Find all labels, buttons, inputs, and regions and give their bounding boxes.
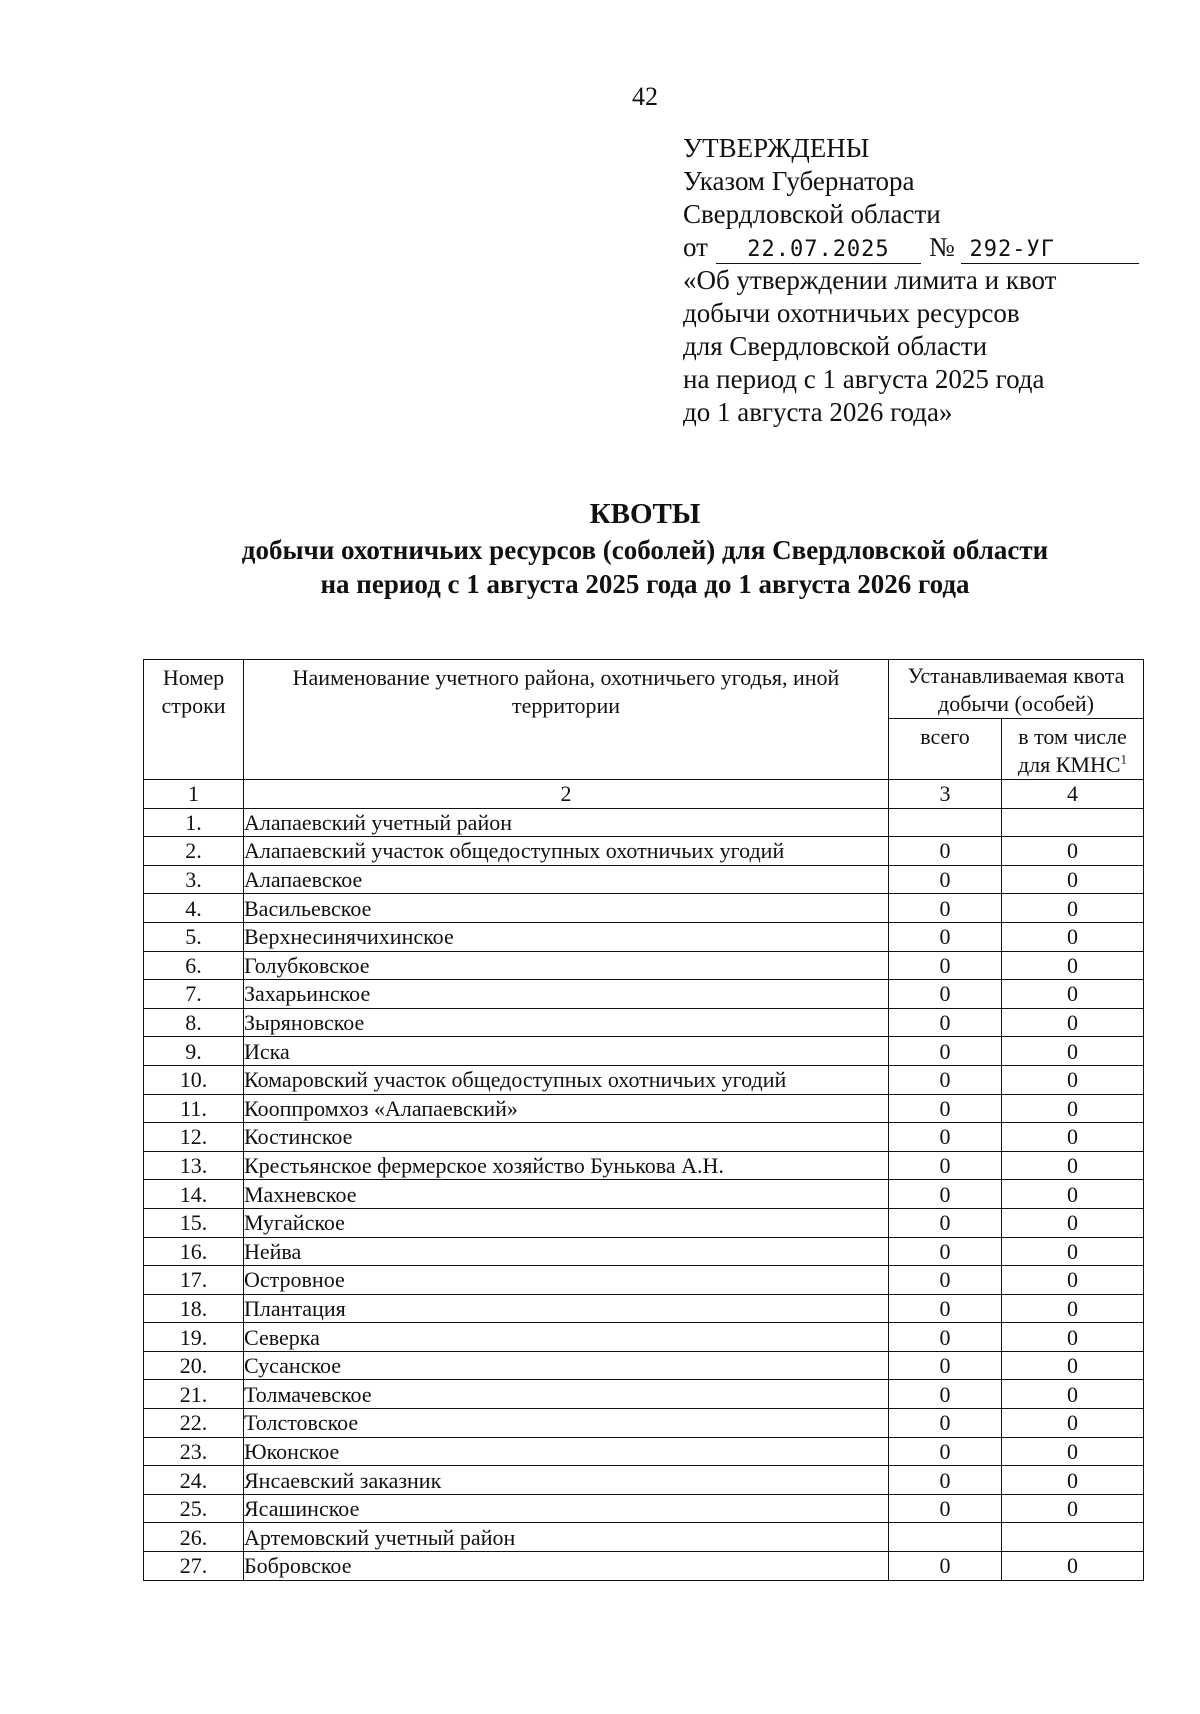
table-row bbox=[144, 1123, 1144, 1152]
row-name: Ясашинское bbox=[244, 1494, 889, 1523]
approval-date-number bbox=[683, 231, 1139, 264]
quota-table bbox=[143, 659, 1144, 1581]
row-kmns: 0 bbox=[1002, 1466, 1144, 1495]
table-row bbox=[144, 1552, 1144, 1581]
row-total: 0 bbox=[889, 922, 1002, 951]
table-row bbox=[144, 1523, 1144, 1552]
row-number: 22. bbox=[144, 1409, 244, 1438]
row-name: Толстовское bbox=[244, 1409, 889, 1438]
column-number: 3 bbox=[889, 780, 1002, 809]
row-kmns: 0 bbox=[1002, 1180, 1144, 1209]
header-name bbox=[244, 660, 889, 780]
row-number: 26. bbox=[144, 1523, 244, 1552]
row-kmns: 0 bbox=[1002, 1123, 1144, 1152]
row-number: 3. bbox=[144, 865, 244, 894]
row-total: 0 bbox=[889, 980, 1002, 1009]
row-kmns: 0 bbox=[1002, 1037, 1144, 1066]
row-kmns: 0 bbox=[1002, 1151, 1144, 1180]
row-kmns: 0 bbox=[1002, 1351, 1144, 1380]
row-kmns: 0 bbox=[1002, 1266, 1144, 1295]
row-total: 0 bbox=[889, 1323, 1002, 1352]
row-total: 0 bbox=[889, 894, 1002, 923]
row-number: 23. bbox=[144, 1437, 244, 1466]
row-kmns: 0 bbox=[1002, 1237, 1144, 1266]
column-number: 4 bbox=[1002, 780, 1144, 809]
header-row-number: Номер строки bbox=[144, 660, 244, 780]
row-total: 0 bbox=[889, 1151, 1002, 1180]
document-title bbox=[0, 497, 1200, 601]
approval-region: Свердловской области bbox=[683, 199, 941, 229]
decree-title-line: на период с 1 августа 2025 года bbox=[683, 364, 1045, 394]
row-name: Васильевское bbox=[244, 894, 889, 923]
title-subtitle-2: на период с 1 августа 2025 года до 1 августа 2026 года bbox=[320, 569, 970, 599]
row-name: Захарьинское bbox=[244, 980, 889, 1009]
row-total: 0 bbox=[889, 1294, 1002, 1323]
row-number: 19. bbox=[144, 1323, 244, 1352]
row-number: 7. bbox=[144, 980, 244, 1009]
table-row bbox=[144, 1237, 1144, 1266]
column-number: 2 bbox=[244, 780, 889, 809]
row-name: Янсаевский заказник bbox=[244, 1466, 889, 1495]
row-name: Махневское bbox=[244, 1180, 889, 1209]
row-kmns: 0 bbox=[1002, 951, 1144, 980]
row-number: 13. bbox=[144, 1151, 244, 1180]
row-total: 0 bbox=[889, 1237, 1002, 1266]
row-kmns: 0 bbox=[1002, 1409, 1144, 1438]
row-total: 0 bbox=[889, 1266, 1002, 1295]
decree-date: 22.07.2025 bbox=[716, 237, 921, 264]
table-row bbox=[144, 951, 1144, 980]
row-kmns: 0 bbox=[1002, 1323, 1144, 1352]
column-number: 1 bbox=[144, 780, 244, 809]
row-total: 0 bbox=[889, 865, 1002, 894]
header-kmns bbox=[1002, 719, 1144, 780]
decree-number: 292-УГ bbox=[961, 237, 1139, 264]
row-name: Островное bbox=[244, 1266, 889, 1295]
page-number: 42 bbox=[632, 82, 658, 111]
approval-block bbox=[683, 132, 1139, 429]
row-number: 18. bbox=[144, 1294, 244, 1323]
decree-title-line: «Об утверждении лимита и квот bbox=[683, 265, 1057, 295]
number-label: № bbox=[928, 232, 955, 262]
row-number: 17. bbox=[144, 1266, 244, 1295]
table-row bbox=[144, 808, 1144, 837]
from-label: от bbox=[683, 232, 708, 262]
row-total: 0 bbox=[889, 1008, 1002, 1037]
row-kmns: 0 bbox=[1002, 837, 1144, 866]
row-number: 11. bbox=[144, 1094, 244, 1123]
row-total: 0 bbox=[889, 1380, 1002, 1409]
row-number: 5. bbox=[144, 922, 244, 951]
table-row bbox=[144, 1151, 1144, 1180]
table-row bbox=[144, 1323, 1144, 1352]
row-number: 15. bbox=[144, 1208, 244, 1237]
approval-status: УТВЕРЖДЕНЫ bbox=[683, 133, 870, 163]
row-kmns: 0 bbox=[1002, 1208, 1144, 1237]
row-name: Толмачевское bbox=[244, 1380, 889, 1409]
table-row bbox=[144, 1008, 1144, 1037]
row-kmns: 0 bbox=[1002, 980, 1144, 1009]
header-total: всего bbox=[889, 719, 1002, 780]
row-kmns: 0 bbox=[1002, 1008, 1144, 1037]
table-row bbox=[144, 894, 1144, 923]
row-number: 10. bbox=[144, 1065, 244, 1094]
table-row bbox=[144, 1037, 1144, 1066]
title-subtitle-1: добычи охотничьих ресурсов (соболей) для Свердловской области bbox=[241, 535, 1049, 565]
row-total: 0 bbox=[889, 1351, 1002, 1380]
row-kmns: 0 bbox=[1002, 1294, 1144, 1323]
row-name: Сусанское bbox=[244, 1351, 889, 1380]
table-row bbox=[144, 922, 1144, 951]
row-total: 0 bbox=[889, 1180, 1002, 1209]
row-name: Алапаевское bbox=[244, 865, 889, 894]
table-row bbox=[144, 1409, 1144, 1438]
table-row bbox=[144, 1494, 1144, 1523]
row-number: 2. bbox=[144, 837, 244, 866]
row-number: 8. bbox=[144, 1008, 244, 1037]
table-row bbox=[144, 1180, 1144, 1209]
row-number: 14. bbox=[144, 1180, 244, 1209]
header-quota bbox=[889, 660, 1144, 719]
row-total: 0 bbox=[889, 837, 1002, 866]
header-quota-text: Устанавливаемая квота добычи (особей) bbox=[907, 663, 1125, 716]
row-number: 16. bbox=[144, 1237, 244, 1266]
row-name: Юконское bbox=[244, 1437, 889, 1466]
row-kmns: 0 bbox=[1002, 865, 1144, 894]
row-name: Плантация bbox=[244, 1294, 889, 1323]
table-row bbox=[144, 1466, 1144, 1495]
row-total: 0 bbox=[889, 1409, 1002, 1438]
decree-title-line: добычи охотничьих ресурсов bbox=[683, 298, 1020, 328]
column-number-row bbox=[144, 780, 1144, 809]
row-name: Костинское bbox=[244, 1123, 889, 1152]
row-kmns: 0 bbox=[1002, 1065, 1144, 1094]
row-name: Иска bbox=[244, 1037, 889, 1066]
row-total bbox=[889, 808, 1002, 837]
row-total: 0 bbox=[889, 1494, 1002, 1523]
table-row bbox=[144, 1266, 1144, 1295]
row-kmns: 0 bbox=[1002, 1494, 1144, 1523]
row-name: Голубковское bbox=[244, 951, 889, 980]
row-number: 4. bbox=[144, 894, 244, 923]
row-number: 1. bbox=[144, 808, 244, 837]
row-name: Мугайское bbox=[244, 1208, 889, 1237]
row-total: 0 bbox=[889, 1037, 1002, 1066]
table-row bbox=[144, 1065, 1144, 1094]
table-row bbox=[144, 1380, 1144, 1409]
row-number: 20. bbox=[144, 1351, 244, 1380]
footnote-marker: 1 bbox=[1120, 751, 1128, 767]
row-total bbox=[889, 1523, 1002, 1552]
row-total: 0 bbox=[889, 951, 1002, 980]
row-name: Алапаевский участок общедоступных охотничьих угодий bbox=[244, 837, 889, 866]
row-total: 0 bbox=[889, 1065, 1002, 1094]
table-row bbox=[144, 1208, 1144, 1237]
title-heading: КВОТЫ bbox=[589, 498, 701, 530]
row-kmns: 0 bbox=[1002, 1437, 1144, 1466]
row-number: 6. bbox=[144, 951, 244, 980]
row-total: 0 bbox=[889, 1466, 1002, 1495]
row-name: Артемовский учетный район bbox=[244, 1523, 889, 1552]
table-row bbox=[144, 1294, 1144, 1323]
table-row bbox=[144, 980, 1144, 1009]
row-name: Комаровский участок общедоступных охотничьих угодий bbox=[244, 1065, 889, 1094]
row-name: Кооппромхоз «Алапаевский» bbox=[244, 1094, 889, 1123]
row-total: 0 bbox=[889, 1208, 1002, 1237]
table-row bbox=[144, 1351, 1144, 1380]
row-kmns: 0 bbox=[1002, 894, 1144, 923]
row-total: 0 bbox=[889, 1123, 1002, 1152]
row-number: 27. bbox=[144, 1552, 244, 1581]
row-kmns bbox=[1002, 808, 1144, 837]
row-total: 0 bbox=[889, 1437, 1002, 1466]
row-name: Алапаевский учетный район bbox=[244, 808, 889, 837]
row-number: 25. bbox=[144, 1494, 244, 1523]
row-name: Северка bbox=[244, 1323, 889, 1352]
row-name: Бобровское bbox=[244, 1552, 889, 1581]
row-total: 0 bbox=[889, 1552, 1002, 1581]
table-row bbox=[144, 1437, 1144, 1466]
row-kmns: 0 bbox=[1002, 1552, 1144, 1581]
row-kmns: 0 bbox=[1002, 922, 1144, 951]
row-name: Зыряновское bbox=[244, 1008, 889, 1037]
row-name: Нейва bbox=[244, 1237, 889, 1266]
row-name: Верхнесинячихинское bbox=[244, 922, 889, 951]
table-row bbox=[144, 837, 1144, 866]
table-row bbox=[144, 1094, 1144, 1123]
table-row bbox=[144, 865, 1144, 894]
approval-issuer: Указом Губернатора bbox=[683, 166, 915, 196]
row-total: 0 bbox=[889, 1094, 1002, 1123]
row-name: Крестьянское фермерское хозяйство Бунькова А.Н. bbox=[244, 1151, 889, 1180]
header-name-text: Наименование учетного района, охотничьего угодья, иной территории bbox=[292, 665, 840, 718]
row-kmns: 0 bbox=[1002, 1094, 1144, 1123]
row-kmns bbox=[1002, 1523, 1144, 1552]
row-number: 12. bbox=[144, 1123, 244, 1152]
decree-title-line: для Свердловской области bbox=[683, 331, 988, 361]
header-kmns-text: в том числе для КМНС bbox=[1017, 724, 1127, 777]
decree-title-line: до 1 августа 2026 года» bbox=[683, 397, 953, 427]
row-number: 21. bbox=[144, 1380, 244, 1409]
row-number: 24. bbox=[144, 1466, 244, 1495]
row-number: 9. bbox=[144, 1037, 244, 1066]
row-kmns: 0 bbox=[1002, 1380, 1144, 1409]
